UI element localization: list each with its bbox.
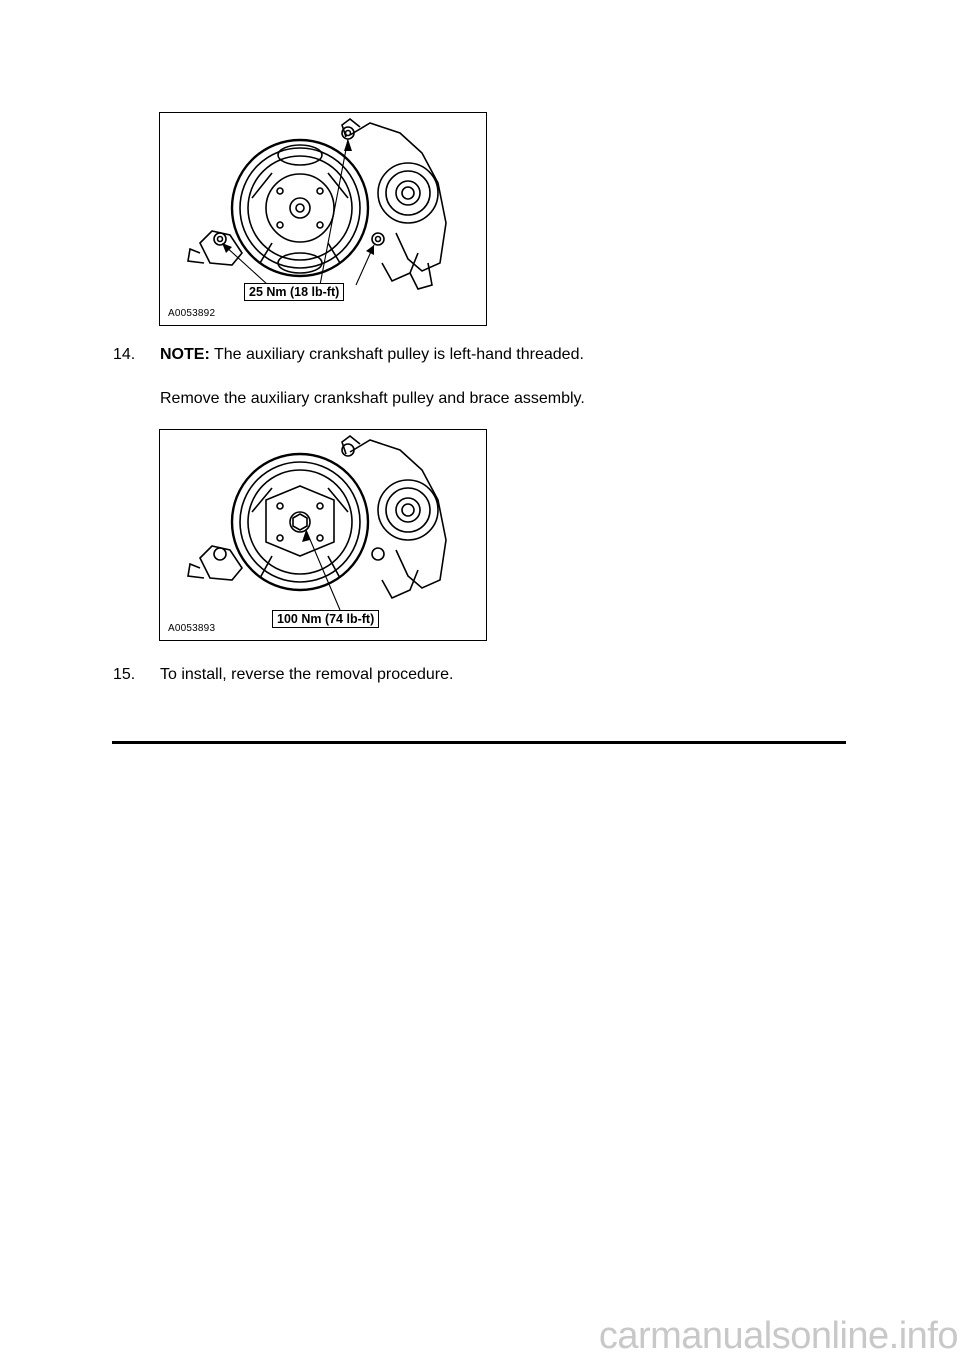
step-note	[160, 345, 584, 365]
figure-id: A0053892	[168, 308, 216, 319]
instruction-text: Remove the auxiliary crankshaft pulley and brace assembly.	[160, 390, 585, 407]
figure-pulley-center-bolt	[159, 429, 487, 641]
note-text: The auxiliary crankshaft pulley is left-hand threaded.	[209, 346, 584, 363]
watermark: carmanualsonline.info	[598, 1315, 958, 1357]
note-label: NOTE:	[160, 346, 210, 363]
pulley-illustration	[160, 430, 486, 640]
step-number: 15.	[113, 666, 136, 683]
instruction-text: To install, reverse the removal procedure.	[160, 666, 454, 683]
figure-id: A0053893	[168, 623, 216, 634]
torque-label: 100 Nm (74 lb-ft)	[272, 610, 379, 628]
figure-pulley-brace-bolts	[159, 112, 487, 326]
torque-label: 25 Nm (18 lb-ft)	[244, 283, 344, 301]
section-divider	[112, 741, 846, 744]
step-number: 14.	[113, 346, 136, 363]
